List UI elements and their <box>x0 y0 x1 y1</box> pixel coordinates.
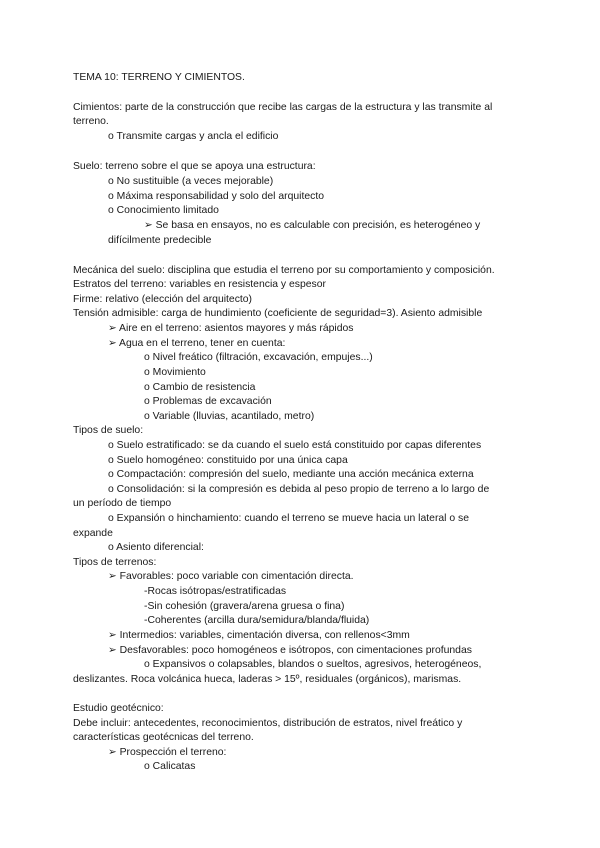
prospeccion-subbullet: o Calicatas <box>144 761 196 772</box>
mecanica-line: Mecánica del suelo: disciplina que estudia el terreno por su comportamiento y composición. <box>73 265 495 276</box>
prospeccion-bullet: ➢ Prospección el terreno: <box>108 747 227 758</box>
favorables-item: -Coherentes (arcilla dura/semidura/blanda/fluida) <box>144 615 370 626</box>
cimientos-bullet: o Transmite cargas y ancla el edificio <box>108 131 279 142</box>
tipos-suelo-heading: Tipos de suelo: <box>73 425 144 436</box>
estudio-line2: características geotécnicas del terreno. <box>73 732 254 743</box>
suelo-definition: Suelo: terreno sobre el que se apoya una estructura: <box>73 161 316 172</box>
agua-subbullet: o Problemas de excavación <box>144 396 272 407</box>
tipos-terrenos-heading: Tipos de terrenos: <box>73 557 157 568</box>
cimientos-definition-line2: terreno. <box>73 116 109 127</box>
tipos-suelo-bullet-cont: un período de tiempo <box>73 498 172 509</box>
tipos-suelo-bullet: o Suelo homogéneo: constituido por una única capa <box>108 455 348 466</box>
tipos-suelo-bullet: o Asiento diferencial: <box>108 542 204 553</box>
intermedios-bullet: ➢ Intermedios: variables, cimentación diversa, con rellenos<3mm <box>108 630 410 641</box>
suelo-bullet: o Máxima responsabilidad y solo del arquitecto <box>108 191 325 202</box>
agua-subbullet: o Variable (lluvias, acantilado, metro) <box>144 411 315 422</box>
suelo-bullet: o Conocimiento limitado <box>108 205 219 216</box>
aire-bullet: ➢ Aire en el terreno: asientos mayores y más rápidos <box>108 323 354 334</box>
tipos-suelo-bullet: o Suelo estratificado: se da cuando el suelo está constituido por capas diferentes <box>108 440 482 451</box>
tipos-suelo-bullet: o Compactación: compresión del suelo, mediante una acción mecánica externa <box>108 469 474 480</box>
desfavorables-bullet: ➢ Desfavorables: poco homogéneos e isótropos, con cimentaciones profundas <box>108 645 472 656</box>
estratos-line: Estratos del terreno: variables en resistencia y espesor <box>73 279 326 290</box>
agua-subbullet: o Cambio de resistencia <box>144 382 256 393</box>
firme-line: Firme: relativo (elección del arquitecto) <box>73 294 253 305</box>
desfavorables-subbullet: o Expansivos o colapsables, blandos o sueltos, agresivos, heterogéneos, <box>144 659 482 670</box>
tension-line: Tensión admisible: carga de hundimiento (coeficiente de seguridad=3). Asiento admisible <box>73 308 483 319</box>
page-title: TEMA 10: TERRENO Y CIMIENTOS. <box>73 72 245 83</box>
favorables-bullet: ➢ Favorables: poco variable con cimentación directa. <box>108 571 354 582</box>
agua-bullet: ➢ Agua en el terreno, tener en cuenta: <box>108 338 286 349</box>
favorables-item: -Rocas isótropas/estratificadas <box>144 586 287 597</box>
suelo-bullet: o No sustituible (a veces mejorable) <box>108 176 274 187</box>
agua-subbullet: o Movimiento <box>144 367 206 378</box>
tipos-suelo-bullet: o Expansión o hinchamiento: cuando el terreno se mueve hacia un lateral o se <box>108 513 470 524</box>
tipos-suelo-bullet-cont: expande <box>73 528 113 539</box>
desfavorables-subbullet-cont: deslizantes. Roca volcánica hueca, laderas > 15º, residuales (orgánicos), marismas. <box>73 674 462 685</box>
cimientos-definition-line1: Cimientos: parte de la construcción que recibe las cargas de la estructura y las transmite al <box>73 102 493 113</box>
estudio-line1: Debe incluir: antecedentes, reconocimientos, distribución de estratos, nivel freático y <box>73 718 463 729</box>
estudio-heading: Estudio geotécnico: <box>73 703 164 714</box>
suelo-subbullet-line1: ➢ Se basa en ensayos, no es calculable con precisión, es heterogéneo y <box>144 220 481 231</box>
agua-subbullet: o Nivel freático (filtración, excavación, empujes...) <box>144 352 373 363</box>
tipos-suelo-bullet: o Consolidación: si la compresión es debida al peso propio de terreno a lo largo de <box>108 484 490 495</box>
suelo-subbullet-line2: difícilmente predecible <box>108 235 212 246</box>
favorables-item: -Sin cohesión (gravera/arena gruesa o fina) <box>144 601 345 612</box>
